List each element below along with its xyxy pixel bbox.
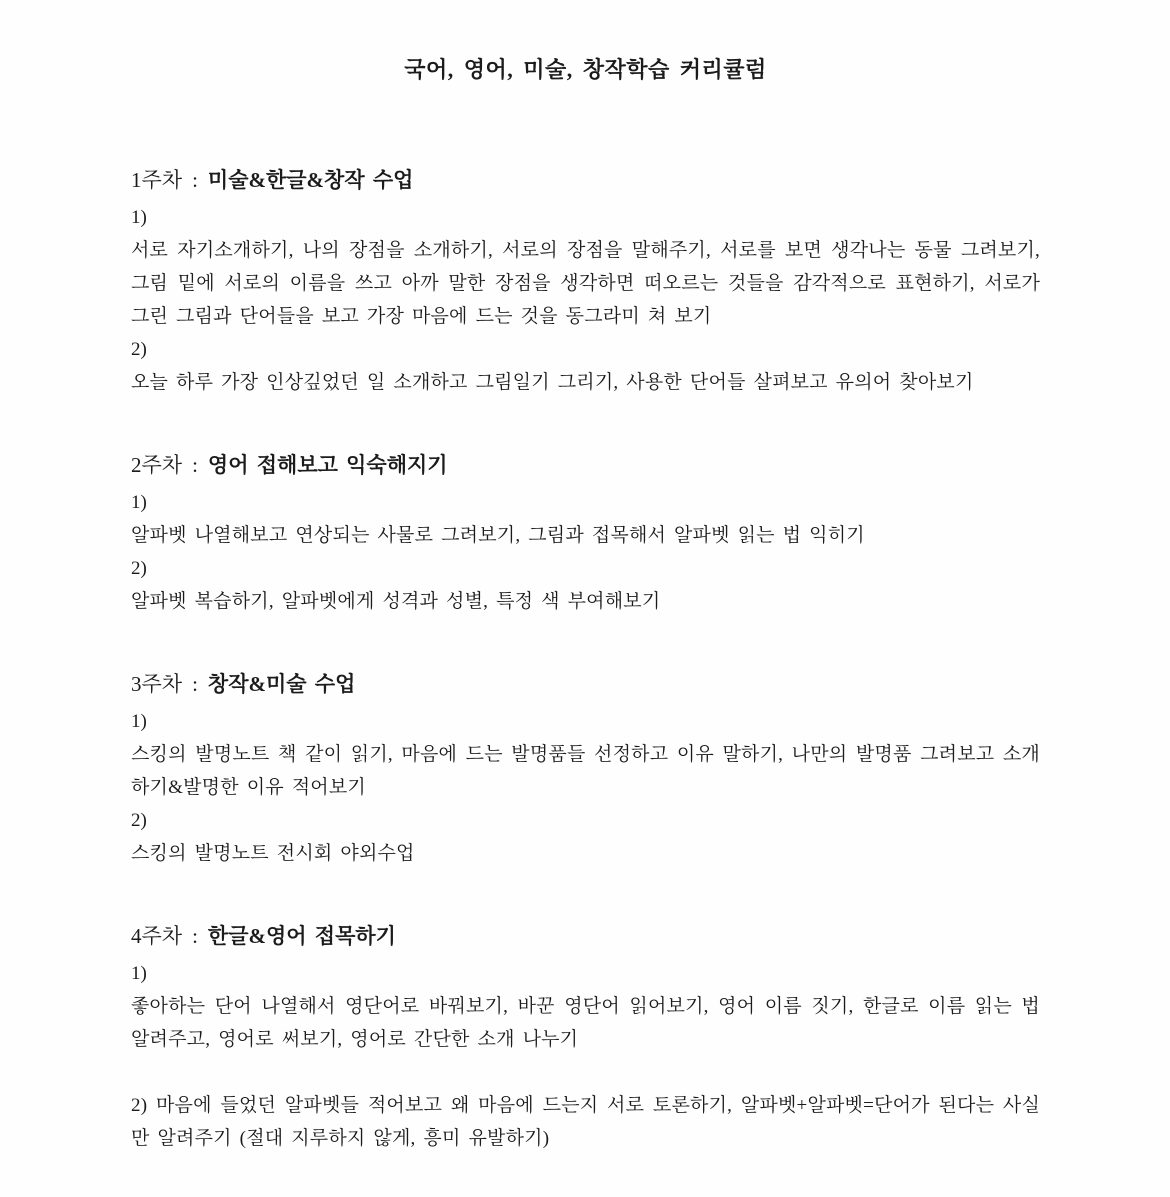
section-heading: [131, 163, 1040, 197]
section-heading: [131, 919, 1040, 953]
heading-separator: :: [192, 453, 198, 477]
document-content: [131, 163, 1040, 1155]
curriculum-item: [131, 1056, 1040, 1155]
curriculum-item: [131, 804, 1040, 870]
curriculum-item: [131, 552, 1040, 618]
heading-separator: :: [192, 924, 198, 948]
item-marker: 1): [131, 711, 147, 732]
curriculum-item: [131, 201, 1040, 333]
item-text: 좋아하는 단어 나열해서 영단어로 바꿔보기, 바꾼 영단어 읽어보기, 영어 이름 짓기, 한글로 이름 읽는 법 알려주고, 영어로 써보기, 영어로 간단한 소개 나누기: [131, 996, 1040, 1050]
curriculum-item: [131, 486, 1040, 552]
section-topic: 한글&영어 접목하기: [207, 924, 396, 948]
item-marker: 1): [131, 492, 147, 513]
section-week-label: 3주차: [131, 672, 183, 696]
section-week-label: 2주차: [131, 453, 183, 477]
item-marker: 1): [131, 207, 147, 228]
section-topic: 영어 접해보고 익숙해지기: [207, 453, 448, 477]
item-marker: 1): [131, 963, 147, 984]
section-heading: [131, 448, 1040, 482]
section-week-label: 1주차: [131, 168, 183, 192]
item-text: 서로 자기소개하기, 나의 장점을 소개하기, 서로의 장점을 말해주기, 서로를 보면 생각나는 동물 그려보기, 그림 밑에 서로의 이름을 쓰고 아까 말한 장점을 생각하면 떠오르는 것들을 감각적으로 표현하기, 서로가 그린 그림과 단어들을 보고 가장 마음에 드는 것을 동그라미 쳐 보기: [131, 240, 1040, 327]
heading-separator: :: [192, 672, 198, 696]
heading-separator: :: [192, 168, 198, 192]
item-marker: 2): [131, 810, 147, 831]
item-marker: 2): [131, 339, 147, 360]
curriculum-item: [131, 957, 1040, 1056]
section-topic: 미술&한글&창작 수업: [207, 168, 414, 192]
item-marker: 2): [131, 558, 147, 579]
item-marker: [131, 1056, 1040, 1089]
section-heading: [131, 667, 1040, 701]
item-text: 스킹의 발명노트 전시회 야외수업: [131, 843, 415, 864]
item-text: 알파벳 나열해보고 연상되는 사물로 그려보기, 그림과 접목해서 알파벳 읽는 법 익히기: [131, 525, 865, 546]
item-text: 스킹의 발명노트 책 같이 읽기, 마음에 드는 발명품들 선정하고 이유 말하기, 나만의 발명품 그려보고 소개하기&발명한 이유 적어보기: [131, 744, 1040, 798]
item-text: 알파벳 복습하기, 알파벳에게 성격과 성별, 특정 색 부여해보기: [131, 591, 661, 612]
item-text: 2) 마음에 들었던 알파벳들 적어보고 왜 마음에 드는지 서로 토론하기, 알파벳+알파벳=단어가 된다는 사실만 알려주기 (절대 지루하지 않게, 흥미 유발하기): [131, 1095, 1040, 1149]
document-title: 국어, 영어, 미술, 창작학습 커리큘럼: [404, 57, 767, 82]
curriculum-item: [131, 705, 1040, 804]
curriculum-item: [131, 333, 1040, 399]
section-week-3: [131, 667, 1040, 870]
section-week-2: [131, 448, 1040, 618]
section-week-1: [131, 163, 1040, 399]
section-week-label: 4주차: [131, 924, 183, 948]
item-text: 오늘 하루 가장 인상깊었던 일 소개하고 그림일기 그리기, 사용한 단어들 살펴보고 유의어 찾아보기: [131, 372, 974, 393]
section-week-4: [131, 919, 1040, 1155]
section-topic: 창작&미술 수업: [207, 672, 356, 696]
